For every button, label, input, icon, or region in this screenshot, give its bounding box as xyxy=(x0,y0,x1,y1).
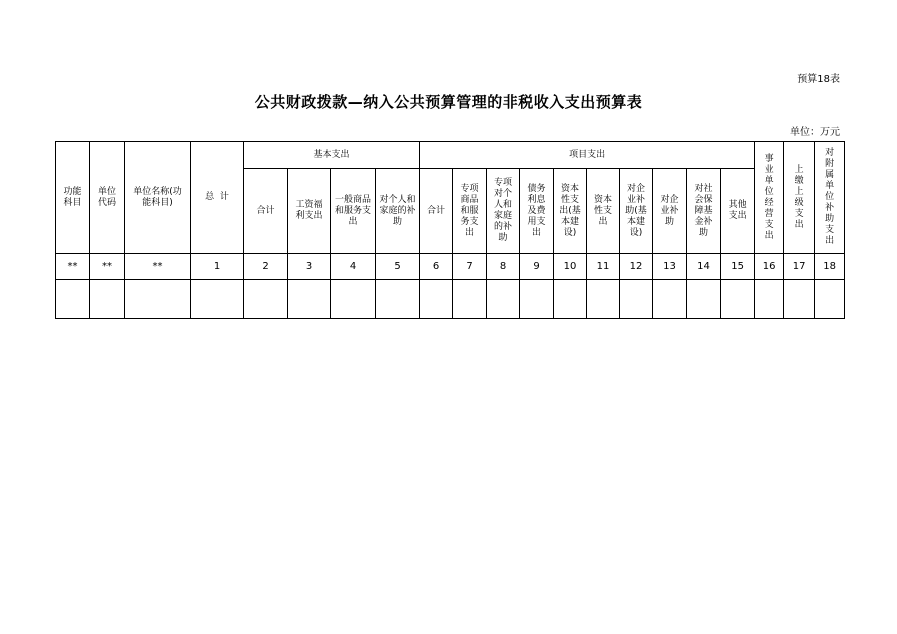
code-cell: 2 xyxy=(244,254,288,280)
budget-table xyxy=(55,141,845,319)
data-cell[interactable] xyxy=(554,280,587,319)
code-cell: 12 xyxy=(620,254,653,280)
code-cell: 4 xyxy=(331,254,376,280)
header-func-subject: 功能科目 xyxy=(56,142,90,254)
data-cell[interactable] xyxy=(755,280,784,319)
code-cell: 5 xyxy=(376,254,420,280)
header-enterprise-basic: 对企业补助(基本建设) xyxy=(620,169,653,254)
form-number: 预算18表 xyxy=(797,74,840,85)
code-cell: 9 xyxy=(520,254,554,280)
data-cell[interactable] xyxy=(125,280,191,319)
data-cell[interactable] xyxy=(90,280,125,319)
header-enterprise: 对企业补助 xyxy=(653,169,687,254)
code-row xyxy=(56,254,845,280)
header-basic-group: 基本支出 xyxy=(244,142,420,169)
code-cell: 15 xyxy=(721,254,755,280)
header-goods-services: 一般商品和服务支出 xyxy=(331,169,376,254)
code-cell: 18 xyxy=(815,254,845,280)
header-basic-subtotal: 合计 xyxy=(244,169,288,254)
header-unit-code: 单位代码 xyxy=(90,142,125,254)
code-cell: 7 xyxy=(453,254,487,280)
data-cell[interactable] xyxy=(520,280,554,319)
data-cell[interactable] xyxy=(420,280,453,319)
header-social-security: 对社会保障基金补助 xyxy=(687,169,721,254)
data-cell[interactable] xyxy=(376,280,420,319)
code-cell: 6 xyxy=(420,254,453,280)
data-cell[interactable] xyxy=(620,280,653,319)
code-cell: 11 xyxy=(587,254,620,280)
data-cell[interactable] xyxy=(587,280,620,319)
header-unit-name: 单位名称(功能科目) xyxy=(125,142,191,254)
header-wage-welfare: 工资福利支出 xyxy=(288,169,331,254)
header-special-goods: 专项商品和服务支出 xyxy=(453,169,487,254)
header-affiliated: 对附属单位补助支出 xyxy=(815,142,845,254)
header-project-group: 项目支出 xyxy=(420,142,755,169)
header-capital-basic: 资本性支出(基本建设) xyxy=(554,169,587,254)
page-title: 公共财政拨款—纳入公共预算管理的非税收入支出预算表 xyxy=(254,93,643,111)
data-cell[interactable] xyxy=(191,280,244,319)
header-business-ops: 事业单位经营支出 xyxy=(755,142,784,254)
header-personal-subsidy: 对个人和家庭的补助 xyxy=(376,169,420,254)
data-cell[interactable] xyxy=(815,280,845,319)
code-cell: 8 xyxy=(487,254,520,280)
data-cell[interactable] xyxy=(784,280,815,319)
data-cell[interactable] xyxy=(721,280,755,319)
code-cell: ** xyxy=(125,254,191,280)
unit-label: 单位：万元 xyxy=(790,127,840,138)
data-cell[interactable] xyxy=(653,280,687,319)
data-cell[interactable] xyxy=(453,280,487,319)
header-total: 总 计 xyxy=(191,142,244,254)
code-cell: 1 xyxy=(191,254,244,280)
data-cell[interactable] xyxy=(288,280,331,319)
code-cell: 3 xyxy=(288,254,331,280)
header-higher-level: 上缴上级支出 xyxy=(784,142,815,254)
code-cell: 13 xyxy=(653,254,687,280)
header-other: 其他支出 xyxy=(721,169,755,254)
code-cell: ** xyxy=(56,254,90,280)
data-row-empty xyxy=(56,280,845,319)
data-cell[interactable] xyxy=(56,280,90,319)
data-cell[interactable] xyxy=(331,280,376,319)
header-capital: 资本性支出 xyxy=(587,169,620,254)
code-cell: 17 xyxy=(784,254,815,280)
code-cell: ** xyxy=(90,254,125,280)
code-cell: 16 xyxy=(755,254,784,280)
header-project-subtotal: 合计 xyxy=(420,169,453,254)
header-debt-interest: 债务利息及费用支出 xyxy=(520,169,554,254)
data-cell[interactable] xyxy=(244,280,288,319)
code-cell: 10 xyxy=(554,254,587,280)
code-cell: 14 xyxy=(687,254,721,280)
data-cell[interactable] xyxy=(687,280,721,319)
header-special-personal: 专项对个人和家庭的补助 xyxy=(487,169,520,254)
data-cell[interactable] xyxy=(487,280,520,319)
